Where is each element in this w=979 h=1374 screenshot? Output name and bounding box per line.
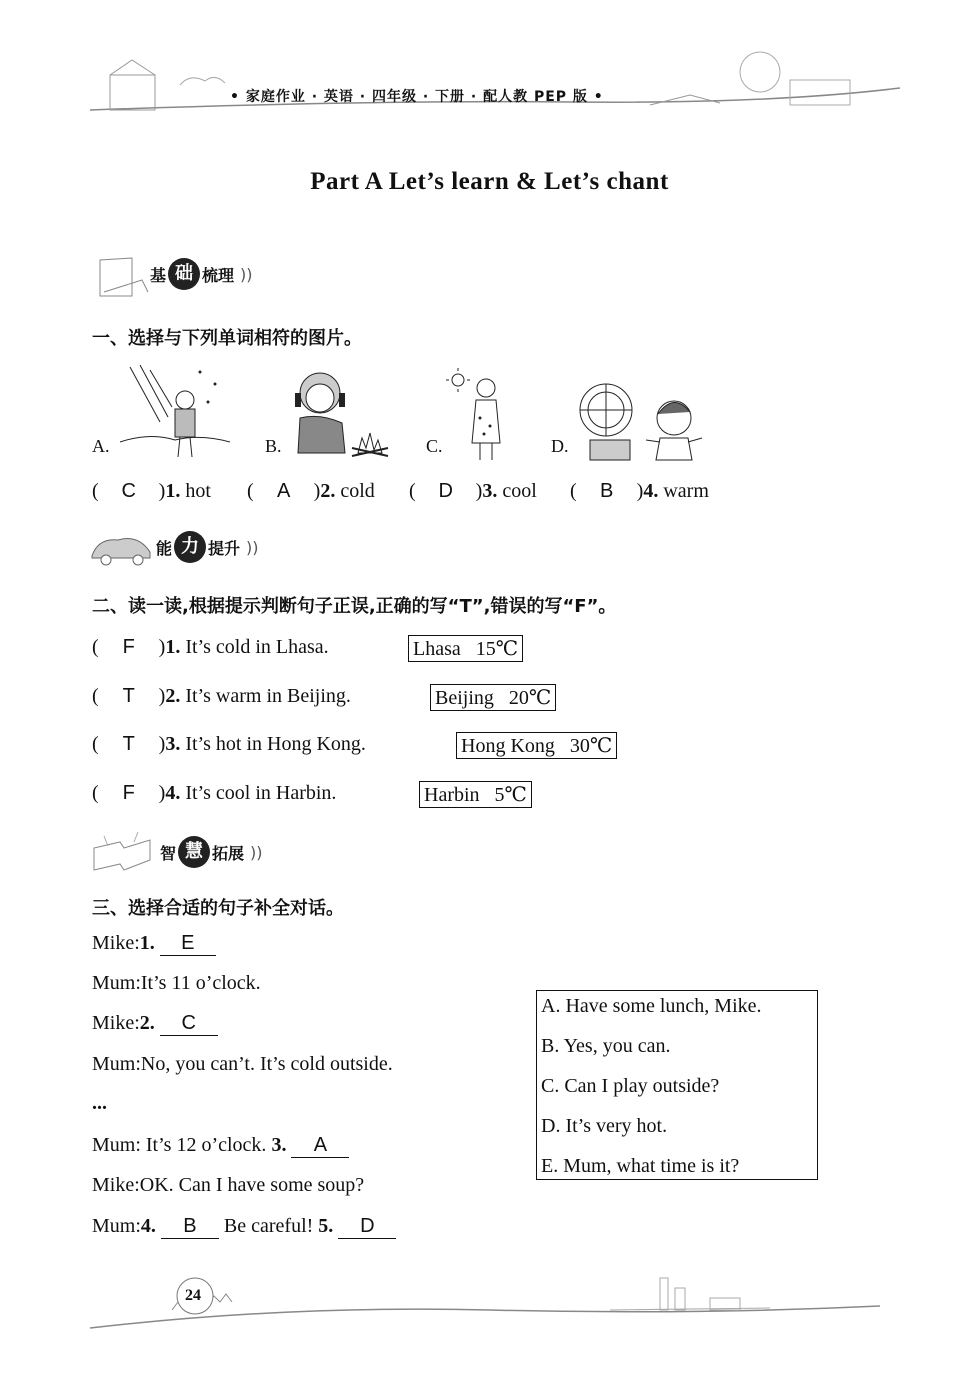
dialogue-blank-1[interactable]: E [160,932,216,956]
dialogue-line-6: Mike:OK. Can I have some soup? [92,1174,365,1196]
options-box [536,990,818,1180]
badge-ability: 能 力 提升 )) [156,531,259,563]
tf-item-2: ( T )2. It’s warm in Beijing. [92,685,351,707]
tf-answer-3[interactable]: T [122,733,135,755]
dialogue-line-4: Mum:No, you can’t. It’s cold outside. [92,1053,393,1075]
tf-answer-2[interactable]: T [122,685,135,707]
option-a: A. Have some lunch, Mike. [541,995,762,1017]
option-c: C. Can I play outside? [541,1075,720,1097]
cold-snow-picture [120,362,230,462]
open-book-icon [90,830,158,878]
pic-label-c: C. [426,436,443,456]
warm-fire-picture [290,368,390,463]
tf-answer-1[interactable]: F [122,636,135,658]
dialogue-blank-2[interactable]: C [160,1012,218,1036]
match-item-2: ( A )2. cold [247,480,375,502]
match-item-1: ( C )1. hot [92,480,211,502]
page-title: Part A Let’s learn & Let’s chant [310,168,669,195]
section3-heading: 三、选择合适的句子补全对话。 [92,898,344,919]
dialogue-line-1: Mike:1. E [92,932,216,956]
section1-heading: 一、选择与下列单词相符的图片。 [92,328,362,349]
tf-item-3: ( T )3. It’s hot in Hong Kong. [92,733,366,755]
match-answer-2[interactable]: A [277,480,291,502]
dialogue-blank-3[interactable]: A [291,1134,349,1158]
badge-basics: 基 础 梳理 )) [150,258,253,290]
tf-item-1: ( F )1. It’s cold in Lhasa. [92,636,329,658]
dialogue-line-5: Mum: It’s 12 o’clock. 3. A [92,1134,349,1158]
option-d: D. It’s very hot. [541,1115,668,1137]
match-item-4: ( B )4. warm [570,480,709,502]
cool-fan-picture [576,380,710,464]
match-answer-1[interactable]: C [121,480,136,502]
pic-label-a: A. [92,436,110,456]
hint-box-2: Beijing 20℃ [430,684,556,711]
badge-wisdom: 智 慧 拓展 )) [160,836,263,868]
hint-box-1: Lhasa 15℃ [408,635,523,662]
header-decoration [70,50,910,120]
match-answer-4[interactable]: B [600,480,614,502]
option-e: E. Mum, what time is it? [541,1155,740,1177]
page-header: • 家庭作业 · 英语 · 四年级 · 下册 · 配人教 PEP 版 • [230,89,604,105]
dialogue-blank-4[interactable]: B [161,1215,219,1239]
pic-label-b: B. [265,436,282,456]
hint-box-3: Hong Kong 30℃ [456,732,617,759]
option-b: B. Yes, you can. [541,1035,671,1057]
dialogue-line-2: Mum:It’s 11 o’clock. [92,972,261,994]
tf-item-4: ( F )4. It’s cool in Harbin. [92,782,337,804]
dialogue-ellipsis: ... [92,1092,107,1114]
section2-heading: 二、读一读,根据提示判断句子正误,正确的写“T”,错误的写“F”。 [92,596,617,617]
match-answer-3[interactable]: D [438,480,453,502]
footer-decoration [90,1270,890,1340]
books-icon [92,252,152,300]
tf-answer-4[interactable]: F [122,782,135,804]
car-icon [88,528,154,568]
dialogue-blank-5[interactable]: D [338,1215,396,1239]
hot-sun-picture [446,368,516,463]
page-number: 24 [185,1287,201,1304]
pic-label-d: D. [551,436,569,456]
dialogue-line-3: Mike:2. C [92,1012,218,1036]
dialogue-line-7: Mum:4. B Be careful! 5. D [92,1215,396,1239]
hint-box-4: Harbin 5℃ [419,781,532,808]
match-item-3: ( D )3. cool [409,480,537,502]
